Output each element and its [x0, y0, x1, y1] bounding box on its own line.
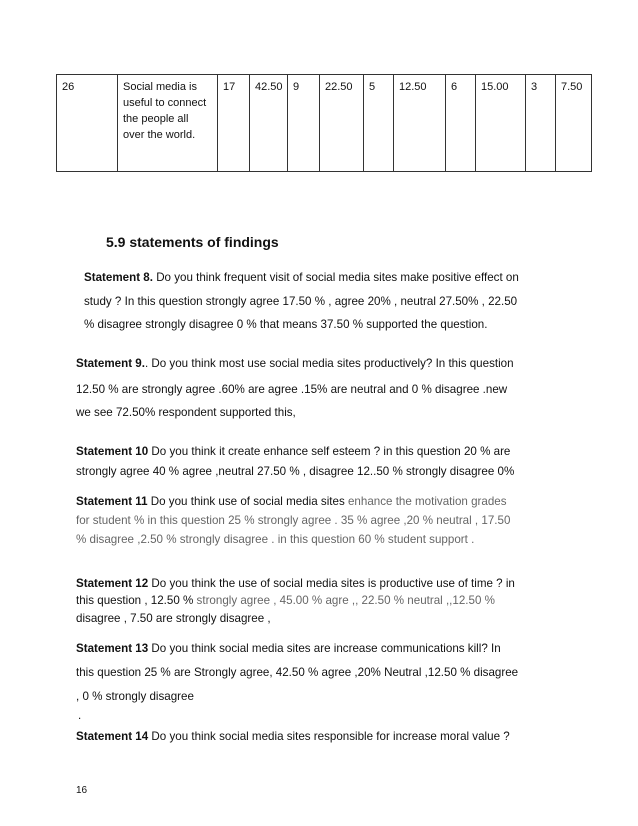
- page-number: 16: [76, 785, 88, 796]
- statement-9-text-1: . Do you think most use social media sites productively? In this question: [144, 357, 514, 370]
- statement-14-line-1: [76, 730, 510, 743]
- table-cell: 17: [218, 75, 250, 172]
- statement-12-text-2b: strongly agree , 45.00 % agre ,, 22.50 % neutral ,,12.50 %: [196, 594, 495, 607]
- statement-10-label: Statement 10: [76, 445, 149, 458]
- statement-10-line-2: strongly agree 40 % agree ,neutral 27.50 % , disagree 12..50 % strongly disagree 0%: [76, 465, 515, 478]
- statement-8-line-2: study ? In this question strongly agree 17.50 % , agree 20% , neutral 27.50% , 22.50: [84, 295, 518, 308]
- statement-10-line-1: [76, 445, 510, 458]
- statement-12-text-1: Do you think the use of social media sites is productive use of time ? in: [151, 577, 515, 590]
- table-cell: Social media is useful to connect the people all over the world.: [118, 75, 218, 172]
- statement-12-line-3: disagree , 7.50 are strongly disagree ,: [76, 612, 271, 625]
- statement-14-text-1: Do you think social media sites responsible for increase moral value ?: [151, 730, 510, 743]
- statement-8-label: Statement 8.: [84, 271, 153, 284]
- table-cell: 9: [288, 75, 320, 172]
- statement-10-text-1: Do you think it create enhance self esteem ? in this question 20 % are: [151, 445, 511, 458]
- statement-13-line-4: .: [78, 709, 82, 722]
- statement-8-line-3: % disagree strongly disagree 0 % that means 37.50 % supported the question.: [84, 318, 488, 331]
- statement-13-line-1: [76, 642, 501, 655]
- table-cell: 5: [364, 75, 394, 172]
- statement-13-line-2: this question 25 % are Strongly agree, 42.50 % agree ,20% Neutral ,12.50 % disagree: [76, 666, 519, 679]
- table-cell: 26: [57, 75, 118, 172]
- statement-11-line-2: for student % in this question 25 % strongly agree . 35 % agree ,20 % neutral , 17.50: [76, 514, 511, 527]
- table-cell: 22.50: [320, 75, 364, 172]
- statement-9-line-2: 12.50 % are strongly agree .60% are agree .15% are neutral and 0 % disagree .new: [76, 383, 508, 396]
- table-cell: 12.50: [394, 75, 446, 172]
- statement-11-text-1b: enhance the motivation grades: [347, 495, 507, 508]
- statement-11-label: Statement 11: [76, 495, 148, 508]
- statement-11-text-1a: Do you think use of social media sites: [150, 495, 345, 508]
- responses-table: [56, 74, 592, 172]
- table-cell: 15.00: [476, 75, 526, 172]
- statement-13-text-1: Do you think social media sites are increase communications kill? In: [151, 642, 501, 655]
- statement-9-line-3: we see 72.50% respondent supported this,: [76, 406, 296, 419]
- statement-13-line-3: , 0 % strongly disagree: [76, 690, 194, 703]
- statement-12-line-1: [76, 577, 515, 590]
- statement-13-label: Statement 13: [76, 642, 149, 655]
- statement-12-text-2a: this question , 12.50 %: [76, 594, 194, 607]
- table-cell: 7.50: [556, 75, 592, 172]
- table-row: [57, 75, 592, 172]
- statement-9-label: Statement 9.: [76, 357, 145, 370]
- statement-8-text-1: Do you think frequent visit of social media sites make positive effect on: [156, 271, 519, 284]
- table-cell: 42.50: [250, 75, 288, 172]
- statement-14-label: Statement 14: [76, 730, 149, 743]
- section-heading: 5.9 statements of findings: [106, 234, 279, 250]
- statement-8-line-1: [84, 271, 519, 284]
- statement-12-label: Statement 12: [76, 577, 149, 590]
- statement-9-line-1: [76, 357, 514, 370]
- statement-11-line-1: [76, 495, 507, 508]
- statement-11-line-3: % disagree ,2.50 % strongly disagree . in this question 60 % student support .: [76, 533, 475, 546]
- table-cell: 3: [526, 75, 556, 172]
- statement-12-line-2: [76, 594, 495, 607]
- table-cell: 6: [446, 75, 476, 172]
